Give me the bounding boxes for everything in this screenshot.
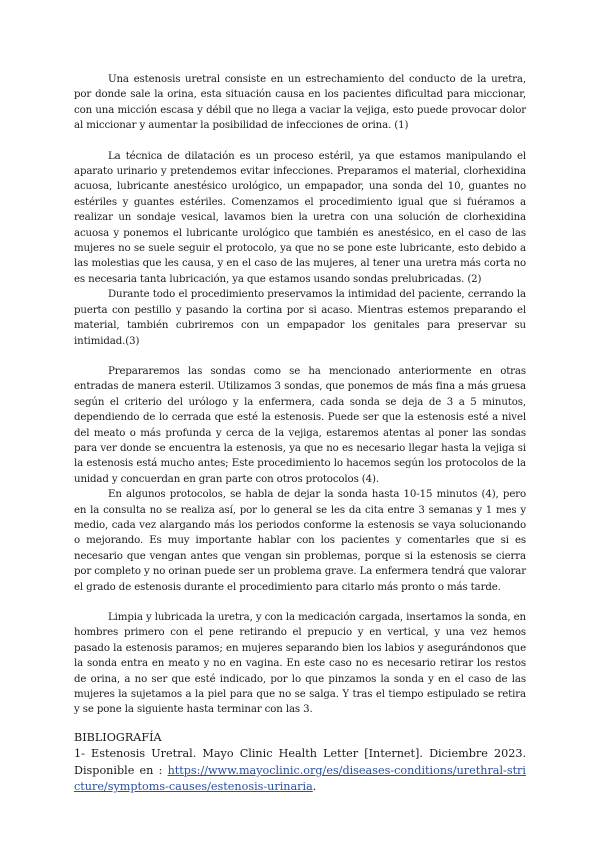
paragraph-dilation-technique: La técnica de dilatación es un proceso estéril, ya que estamos manipulando el aparato urinario y pretendemos evitar infecciones. Preparamos el material, clorhexidina acuosa, lubricante anestésico urológico, un empapador, una sonda del 10, guantes no estériles y guantes estériles. Comenzamos el procedimiento igual que si fuéramos a realizar un sondaje vesical, lavamos bien la uretra con una solución de clorhexidina acuosa y ponemos el lubricante urológico que también es anestésico, en el caso de las mujeres no se suele seguir el protocolo, ya que no se pone este lubricante, esto debido a las molestias que les causa, y en el caso de las mujeres, al tener una uretra más corta no es necesaria tanta lubricación, ya que estamos usando sondas prelubricadas. (2) — [74, 150, 526, 285]
document-body — [74, 72, 526, 796]
paragraph-insertion: Limpia y lubricada la uretra, y con la medicación cargada, insertamos la sonda, en hombres primero con el pene retirando el prepucio y en vertical, y una vez hemos pasado la estenosis paramos; en mujeres separando bien los labios y asegurándonos que la sonda entra en meato y no en vagina. En este caso no es necesario retirar los restos de orina, a no ser que esté indicado, por lo que pinzamos la sonda y en el caso de las mujeres la sujetamos a la piel para que no se salga. Y tras el tiempo estipulado se retira y se pone la siguiente hasta terminar con las 3. — [74, 612, 526, 716]
bibliography-heading: BIBLIOGRAFÍA — [74, 730, 162, 744]
bibliography-section — [74, 730, 526, 796]
bibliography-entry-text: 1- Estenosis Uretral. Mayo Clinic Health Letter [Internet]. Diciembre 2023. Disponible en : — [74, 747, 526, 777]
bibliography-entry — [74, 746, 526, 796]
bibliography-entry-end: . — [312, 780, 317, 794]
bibliography-link[interactable]: https://www.mayoclinic.org/es/diseases-conditions/urethral-stricture/symptoms-causes/estenosis-urinaria — [74, 763, 526, 794]
paragraph-definition: Una estenosis uretral consiste en un estrechamiento del conducto de la uretra, por donde sale la orina, esta situación causa en los pacientes dificultad para miccionar, con una micción escasa y débil que no llega a vaciar la vejiga, esto puede provocar dolor al miccionar y aumentar la posibilidad de infecciones de orina. (1) — [74, 74, 526, 132]
paragraph-protocols: En algunos protocolos, se habla de dejar la sonda hasta 10-15 minutos (4), pero en la consulta no se realiza así, por lo general se les da cita entre 3 semanas y 1 mes y medio, cada vez alargando más los periodos conforme la estenosis se vaya solucionando o mejorando. Es muy importante hablar con los pacientes y comentarles que si es necesario que vengan antes que vengan sin problemas, porque si la estenosis se cierra por completo y no orinan puede ser un problema grave. La enfermera tendrá que valorar el grado de estenosis durante el procedimiento para citarlo más pronto o más tarde. — [74, 489, 526, 593]
paragraph-privacy: Durante todo el procedimiento preservamos la intimidad del paciente, cerrando la puerta con pestillo y pasando la cortina por si acaso. Mientras estemos preparando el material, también cubriremos con un empapador los genitales para preservar su intimidad.(3) — [74, 289, 526, 347]
paragraph-probes-preparation: Prepararemos las sondas como se ha mencionado anteriormente en otras entradas de manera esteril. Utilizamos 3 sondas, que ponemos de más fina a más gruesa según el criterio del urólogo y la enfermera, cada sonda se deja de 3 a 5 minutos, dependiendo de lo cerrada que esté la estenosis. Puede ser que la estenosis esté a nivel del meato o más profunda y cerca de la vejiga, estaremos atentas al poner las sondas para ver donde se encuentra la estenosis, ya que no es necesario llegar hasta la vejiga si la estenosis está mucho antes; Este procedimiento lo hacemos según los protocolos de la unidad y concuerdan en gran parte con otros protocolos (4). — [74, 365, 526, 485]
